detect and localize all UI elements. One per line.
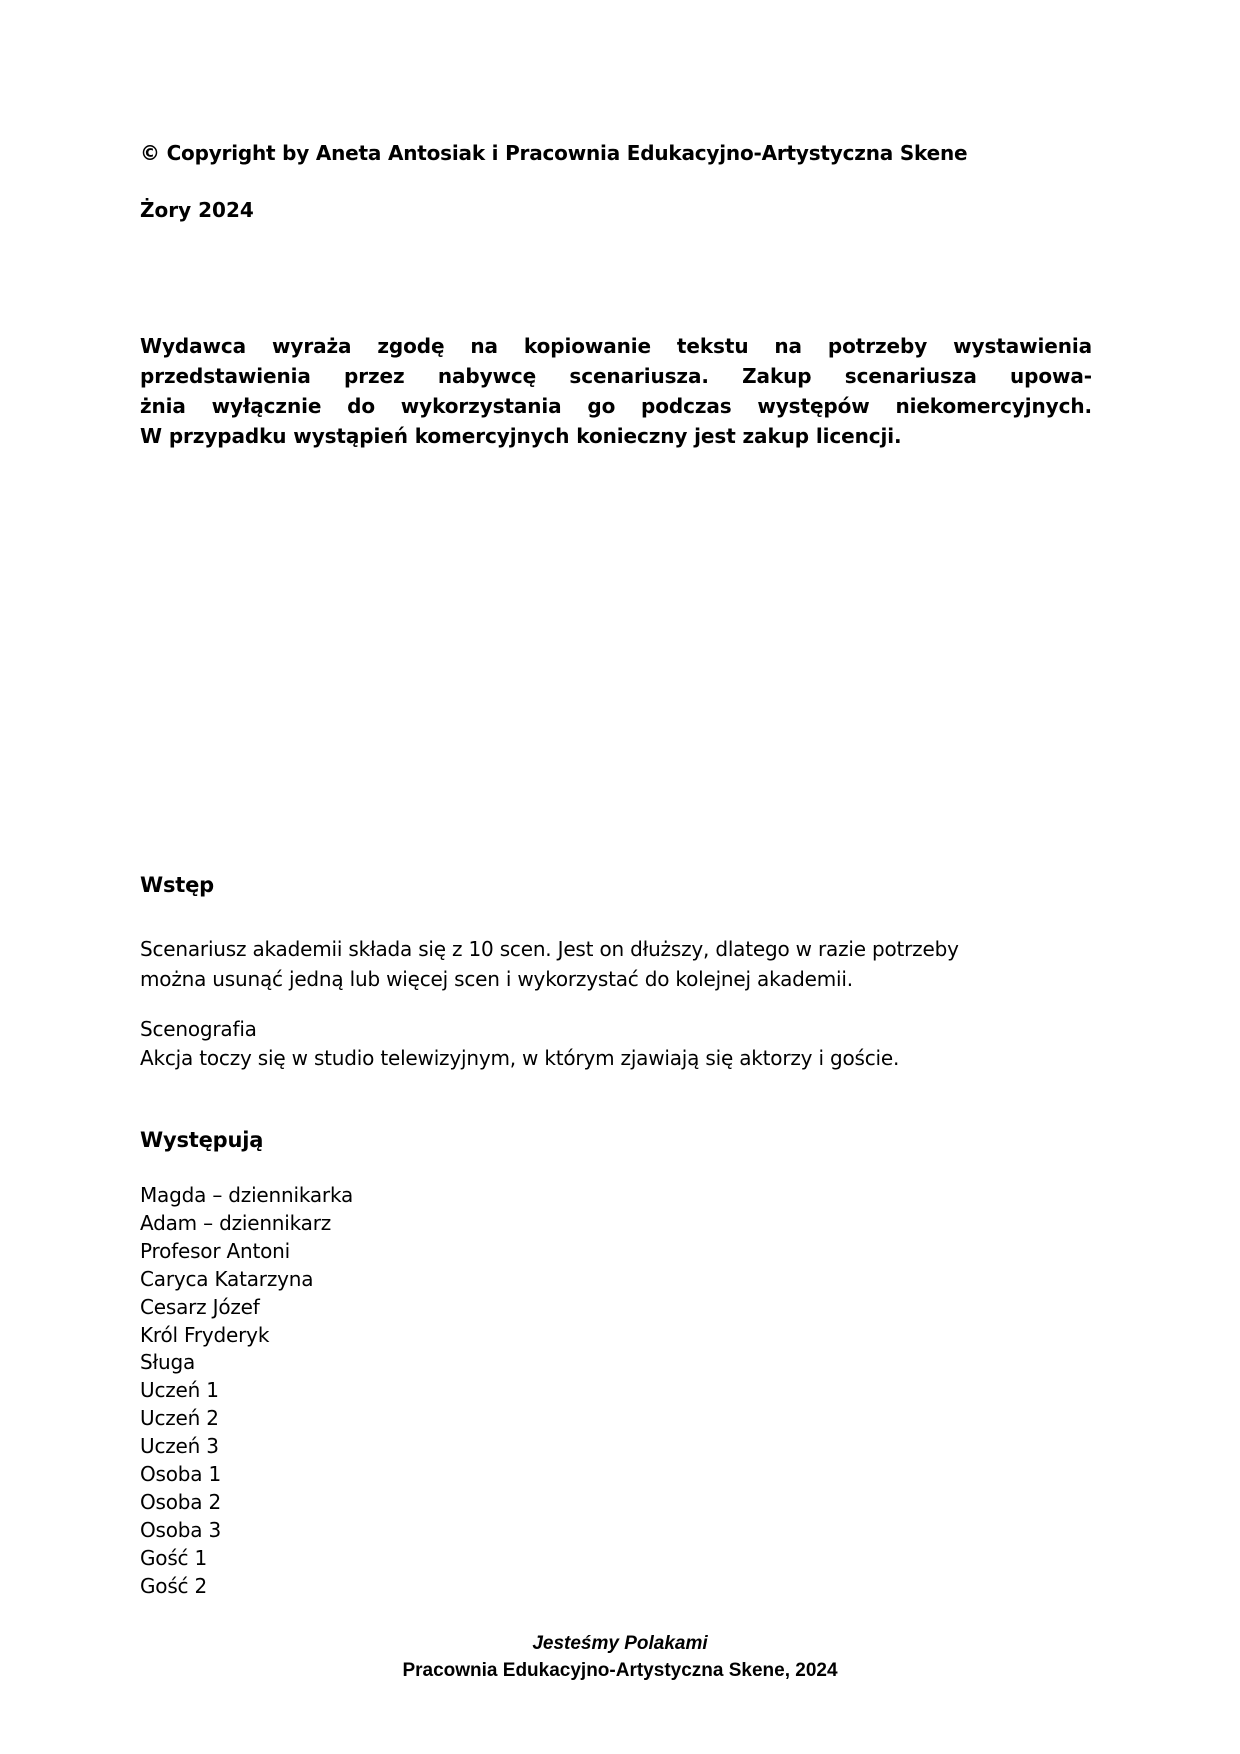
cast-member: Caryca Katarzyna xyxy=(140,1266,314,1291)
intro-line: można usunąć jedną lub więcej scen i wykorzystać do kolejnej akademii. xyxy=(140,967,853,991)
cast-list xyxy=(140,1182,353,1601)
cast-member: Osoba 3 xyxy=(140,1517,222,1542)
section-heading-wystepuja: Występują xyxy=(140,1128,264,1152)
cast-member: Uczeń 1 xyxy=(140,1378,219,1403)
cast-member: Gość 1 xyxy=(140,1545,208,1570)
cast-member: Magda – dziennikarka xyxy=(140,1183,354,1207)
intro-line: Scenariusz akademii składa się z 10 scen. Jest on dłuższy, dlatego w razie potrzeby xyxy=(140,937,959,961)
cast-member: Król Fryderyk xyxy=(140,1322,270,1347)
scenography-block xyxy=(140,1015,899,1073)
cast-member: Uczeń 2 xyxy=(140,1406,219,1431)
cast-member: Gość 2 xyxy=(140,1573,208,1598)
cast-member: Uczeń 3 xyxy=(140,1434,219,1459)
scenography-description: Akcja toczy się w studio telewizyjnym, w którym zjawiają się aktorzy i goście. xyxy=(140,1046,900,1070)
cast-member: Cesarz Józef xyxy=(140,1294,260,1319)
cast-member: Adam – dziennikarz xyxy=(140,1210,332,1235)
copyright-line: © Copyright by Aneta Antosiak i Pracownia Edukacyjno-Artystyczna Skene xyxy=(140,141,968,165)
license-line: żnia wyłącznie do wykorzystania go podczas występów niekomercyjnych. xyxy=(140,394,1092,418)
page-footer xyxy=(0,1630,1240,1684)
section-heading-wstep: Wstęp xyxy=(140,873,214,897)
footer-publisher: Pracownia Edukacyjno-Artystyczna Skene, 2024 xyxy=(402,1660,838,1681)
scenography-label: Scenografia xyxy=(140,1017,257,1041)
license-line: Wydawca wyraża zgodę na kopiowanie tekstu na potrzeby wystawienia xyxy=(140,334,1092,358)
cast-member: Osoba 1 xyxy=(140,1462,222,1487)
cast-member: Sługa xyxy=(140,1350,196,1375)
footer-document-title: Jesteśmy Polakami xyxy=(532,1633,708,1654)
license-line: W przypadku wystąpień komercyjnych konieczny jest zakup licencji. xyxy=(140,424,902,448)
cast-member: Profesor Antoni xyxy=(140,1238,290,1263)
cast-member: Osoba 2 xyxy=(140,1489,222,1514)
license-paragraph xyxy=(140,331,1092,451)
license-line: przedstawienia przez nabywcę scenariusza. Zakup scenariusza upowa- xyxy=(140,364,1092,388)
intro-paragraph xyxy=(140,934,959,994)
place-year: Żory 2024 xyxy=(140,198,254,222)
